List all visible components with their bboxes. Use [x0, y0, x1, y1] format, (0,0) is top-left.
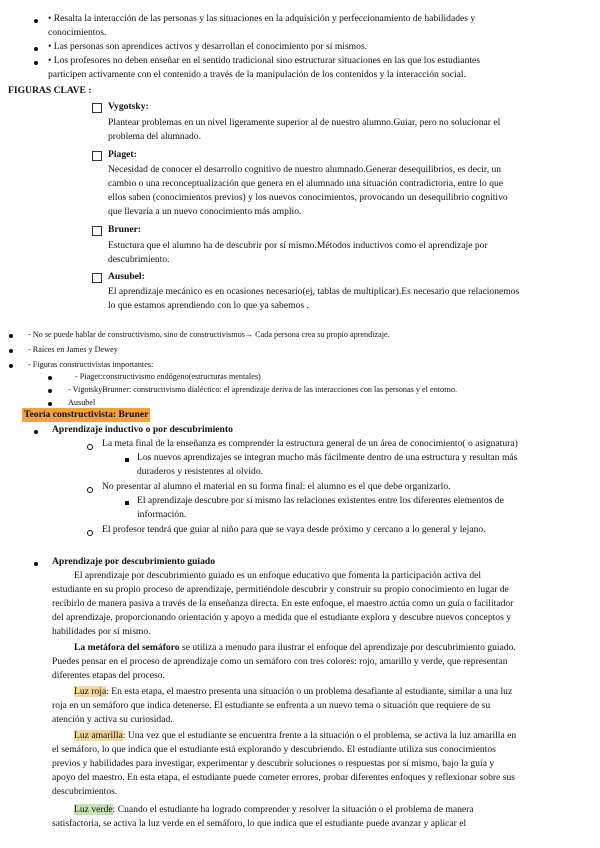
figure-text: Necesidad de conocer el desarrollo cognitivo de nuestro alumnado.Generar desequilibrios, es decir, un	[108, 164, 502, 175]
luz-verde-label: Luz verde	[74, 804, 113, 815]
sub-note-1: - Piaget:constructivismo endógeno(estructuras mentales)	[75, 372, 261, 381]
luz-amarilla-line: apoyo del maestro. En esta etapa, el estudiante puede cometer errores, probar diferentes enfoques y reflexionar sobre sus	[52, 772, 515, 783]
inductivo-item-1: La meta final de la enseñanza es comprender la estructura general de un área de conocimiento( o asignatura)	[102, 438, 518, 449]
note-3: - Figuras constructivistas importantes:	[28, 360, 154, 369]
figure-text: ellos saben (conocimientos previos) y los nuevos conocimientos, provocando un desequilibrio cognitivo	[108, 192, 508, 203]
inductivo-item-2-line-2: duraderos y resistentes al olvido.	[137, 466, 264, 477]
figure-text: El aprendizaje mecánico es en ocasiones necesario(ej, tablas de multiplicar).Es necesario que relacionemos	[108, 286, 520, 297]
figure-name-ausubel: Ausubel:	[108, 271, 145, 282]
note-2: - Raíces en James y Dewey	[28, 345, 118, 354]
bullet-icon	[9, 364, 13, 368]
luz-verde-line: satisfactoria, se activa la luz verde en el semáforo, lo que indica que el estudiante puede avanzar y aplicar el	[52, 818, 467, 829]
inductivo-item-5: El profesor tendrá que guiar al niño para que se vaya desde próximo y cercano a lo general y lejano.	[102, 524, 486, 535]
guiado-line: habilidades por sí mismo.	[52, 626, 151, 637]
inductivo-item-3: No presentar al alumno el material en su forma final: el alumno es el que debe organizarlo.	[102, 481, 451, 492]
inductivo-item-4-line-2: información.	[137, 509, 187, 520]
luz-amarilla-line: descubrimientos.	[52, 786, 118, 797]
bullet-icon	[34, 61, 38, 65]
bullet-icon	[34, 430, 38, 434]
checkbox-vygotsky[interactable]	[92, 103, 102, 113]
figure-name-bruner: Bruner:	[108, 224, 142, 235]
square-bullet-icon	[125, 458, 129, 462]
bullet-icon	[9, 349, 13, 353]
top-bullet-1-line-1: • Resalta la interacción de las personas y las situaciones en la adquisición y perfeccionamiento de habilidades y	[48, 13, 476, 24]
semaforo-line: diferentes etapas del proceso.	[52, 670, 165, 681]
luz-roja-label: Luz roja	[74, 686, 107, 697]
top-bullet-3-line-2: participen activamente con el contenido a través de la manipulación de los contenidos y la interacción social.	[48, 69, 466, 80]
guiado-line: estudiante en su propio proceso de aprendizaje, permitiéndole descubrir y construir su propio conocimiento en lugar de	[52, 584, 509, 595]
bullet-icon	[34, 47, 38, 51]
checkbox-bruner[interactable]	[92, 226, 102, 236]
luz-roja-line: roja en un semáforo que indica detenerse. El estudiante se enfrenta a un nuevo tema o situación que requiere de su	[52, 700, 491, 711]
bullet-icon	[48, 402, 52, 406]
circle-bullet-icon	[87, 444, 93, 450]
figure-text: cambio o una reconceptualización que genera en el alumnado una situación contradictoria, entre lo que	[108, 178, 504, 189]
inductivo-heading: Aprendizaje inductivo o por descubrimiento	[52, 424, 233, 435]
luz-amarilla-text: : Una vez que el estudiante se encuentra frente a la situación o el problema, se activa la luz amarilla en	[122, 730, 517, 741]
inductivo-item-2-line-1: Los nuevos aprendizajes se integran mucho más fácilmente dentro de una estructura y resultan más	[137, 452, 518, 463]
guiado-line: del aprendizaje, proporcionando orientación y apoyo a medida que el estudiante explora y descubre nuevos conceptos y	[52, 612, 512, 623]
figure-name-piaget: Piaget:	[108, 149, 137, 160]
bullet-icon	[34, 19, 38, 23]
checkbox-piaget[interactable]	[92, 151, 102, 161]
bullet-icon	[9, 334, 13, 338]
semaforo-line-1	[74, 641, 516, 655]
figure-text: lo que estamos aprendiendo con lo que ya sabemos .	[108, 300, 309, 311]
figure-text: problema del alumnado.	[108, 131, 201, 142]
luz-amarilla-line: previos y habilidades para investigar, experimentar y descubrir soluciones o respuestas por sí mismo, bajo la guía y	[52, 758, 495, 769]
top-bullet-2: • Las personas son aprendices activos y desarrollan el conocimiento por sí mismos.	[48, 41, 368, 52]
luz-roja-line: atención y activa su curiosidad.	[52, 714, 173, 725]
circle-bullet-icon	[87, 530, 93, 536]
guiado-line: El aprendizaje por descubrimiento guiado es un enfoque educativo que fomenta la participación activa del	[74, 570, 482, 581]
bruner-heading: Teoría constructivista: Bruner	[24, 409, 149, 420]
checkbox-ausubel[interactable]	[92, 273, 102, 283]
luz-amarilla-line-1	[74, 729, 516, 743]
figuras-clave-heading: FIGURAS CLAVE :	[8, 85, 92, 96]
inductivo-item-4-line-1: El aprendizaje descubre por sí mismo las relaciones existentes entre los diferentes elementos de	[137, 495, 504, 506]
circle-bullet-icon	[87, 487, 93, 493]
semaforo-line: Puedes pensar en el proceso de aprendizaje como un semáforo con tres colores: rojo, amarillo y verde, que representan	[52, 656, 508, 667]
luz-roja-text: : En esta etapa, el maestro presenta una situación o un problema desafiante al estudiante, similar a una luz	[106, 686, 513, 697]
square-bullet-icon	[125, 501, 129, 505]
sub-note-2: - VigotskyBrunner: constructivismo dialéctico: el aprendizaje deriva de las interacciones con las personas y el entorno.	[68, 385, 458, 394]
figure-text: que llevaría a un nuevo conocimiento más amplio.	[108, 206, 302, 217]
bullet-icon	[48, 376, 52, 380]
figure-text: Estuctura que el alumno ha de descubrir por sí mismo.Métodos inductivos como el aprendizaje por	[108, 240, 488, 251]
top-bullet-3-line-1: • Los profesores no deben enseñar en el sentido tradicional sino estructurar situaciones en las que los estudiantes	[48, 55, 481, 66]
luz-roja-line-1	[74, 685, 512, 699]
figure-name-vygotsky: Vygotsky:	[108, 101, 149, 112]
figure-text: descubrimiento.	[108, 254, 170, 265]
bullet-icon	[48, 389, 52, 393]
note-1: - No se puede hablar de constructivismo, sino de constructivismos→ Cada persona crea su propio aprendizaje.	[28, 330, 390, 339]
guiado-heading: Aprendizaje por descubrimiento guiado	[52, 556, 216, 567]
top-bullet-1-line-2: conocimientos.	[48, 27, 107, 38]
semaforo-text: se utiliza a menudo para ilustrar el enfoque del aprendizaje por descubrimiento guiado.	[179, 642, 516, 653]
guiado-line: recibirlo de manera pasiva a través de la enseñanza directa. En este enfoque, el maestro actúa como un guía o facilitador	[52, 598, 514, 609]
luz-amarilla-line: el semáforo, lo que indica que el estudiante está explorando y descubriendo. El estudiante utiliza sus conocimientos	[52, 744, 496, 755]
luz-verde-text: : Cuando el estudiante ha logrado comprender y resolver la situación o el problema de manera	[112, 804, 474, 815]
sub-note-3: Ausubel	[68, 398, 96, 407]
semaforo-bold: La metáfora del semáforo	[74, 642, 180, 653]
luz-amarilla-label: Luz amarilla	[74, 730, 123, 741]
figure-text: Plantear problemas en un nivel ligeramente superior al de nuestro alumno.Guiar, pero no solucionar el	[108, 117, 501, 128]
bullet-icon	[34, 562, 38, 566]
luz-verde-line-1	[74, 803, 474, 817]
